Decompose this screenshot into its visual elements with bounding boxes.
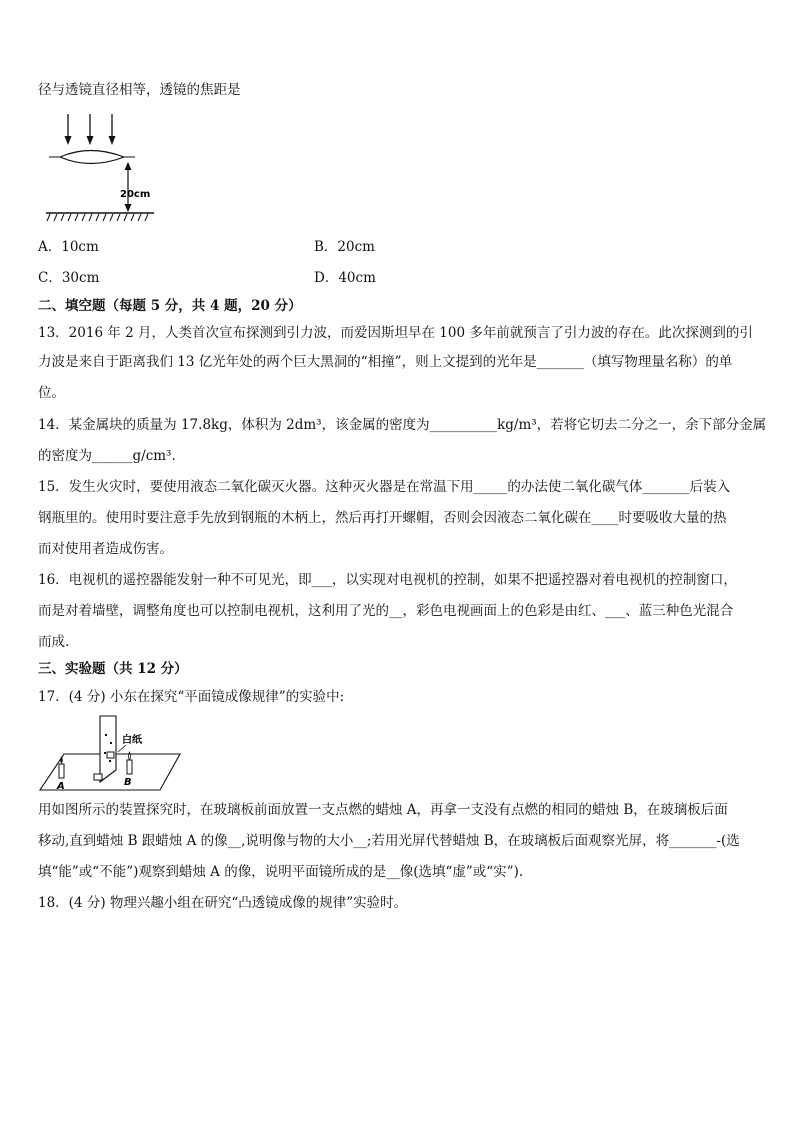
q14-line-2: 的密度为______g/cm³.	[38, 448, 176, 464]
q12-stem-tail: 径与透镜直径相等，透镜的焦距是	[38, 82, 241, 98]
plane-mirror-diagram	[34, 712, 184, 794]
lens-diagram	[36, 108, 166, 228]
option-b[interactable]: B．20cm	[314, 239, 375, 255]
q15-line-1: 15．发生火灾时，要使用液态二氧化碳灭火器。这种灭火器是在常温下用_____的办法使二氧化碳气体_______后装入	[38, 479, 731, 495]
q15-line-2: 钢瓶里的。使用时要注意手先放到钢瓶的木柄上，然后再打开螺帽，否则会因液态二氧化碳在____时要吸收大量的热	[38, 510, 727, 526]
q17-line-2: 用如图所示的装置探究时，在玻璃板前面放置一支点燃的蜡烛 A，再拿一支没有点燃的相同的蜡烛 B，在玻璃板后面	[38, 802, 728, 818]
q17-line-4: 填“能”或“不能”)观察到蜡烛 A 的像，说明平面镜所成的是__像(选填“虚”或“实”).	[38, 864, 524, 880]
candle-a-label: A	[57, 781, 65, 792]
option-a[interactable]: A．10cm	[38, 239, 99, 255]
section-2-title: 二、填空题（每题 5 分，共 4 题，20 分）	[38, 298, 302, 314]
option-c[interactable]: C．30cm	[38, 270, 100, 286]
candle-b	[127, 760, 132, 774]
section-3-title: 三、实验题（共 12 分）	[38, 661, 188, 677]
q13-line-2: 力波是来自于距离我们 13 亿光年处的两个巨大黑洞的“相撞”，则上文提到的光年是_______（填写物理量名称）的单	[38, 354, 733, 370]
q16-line-2: 而是对着墙壁，调整角度也可以控制电视机，这利用了光的__，彩色电视画面上的色彩是由红、___、蓝三种色光混合	[38, 603, 734, 619]
convex-lens	[60, 151, 124, 164]
q13-line-3: 位。	[38, 385, 65, 401]
stand-top	[107, 752, 114, 758]
q13-line-1: 13．2016 年 2 月，人类首次宣布探测到引力波，而爱因斯坦早在 100 多年前就预言了引力波的存在。此次探测到的引	[38, 325, 753, 341]
q15-line-3: 而对使用者造成伤害。	[38, 541, 173, 557]
q17-line-3: 移动,直到蜡烛 B 跟蜡烛 A 的像__,说明像与物的大小__;若用光屏代替蜡烛 B，在玻璃板后面观察光屏，将_______-(选	[38, 833, 740, 849]
paper-label: 白纸	[122, 735, 142, 746]
option-d[interactable]: D．40cm	[314, 270, 376, 286]
q18-line-1: 18．(4 分) 物理兴趣小组在研究“凸透镜成像的规律”实验时。	[38, 895, 408, 911]
q14-line-1: 14．某金属块的质量为 17.8kg，体积为 2dm³，该金属的密度为__________kg/m³，若将它切去二分之一，余下部分金属	[38, 417, 767, 433]
candle-a	[59, 764, 64, 778]
q16-line-1: 16．电视机的遥控器能发射一种不可见光，即___，以实现对电视机的控制，如果不把遥控器对着电视机的控制窗口，	[38, 572, 737, 588]
q17-line-1: 17．(4 分) 小东在探究“平面镜成像规律”的实验中:	[38, 689, 345, 705]
candle-b-label: B	[124, 777, 132, 788]
stand-bottom	[94, 774, 102, 780]
distance-label: 20cm	[120, 189, 151, 200]
q16-line-3: 而成.	[38, 634, 70, 650]
